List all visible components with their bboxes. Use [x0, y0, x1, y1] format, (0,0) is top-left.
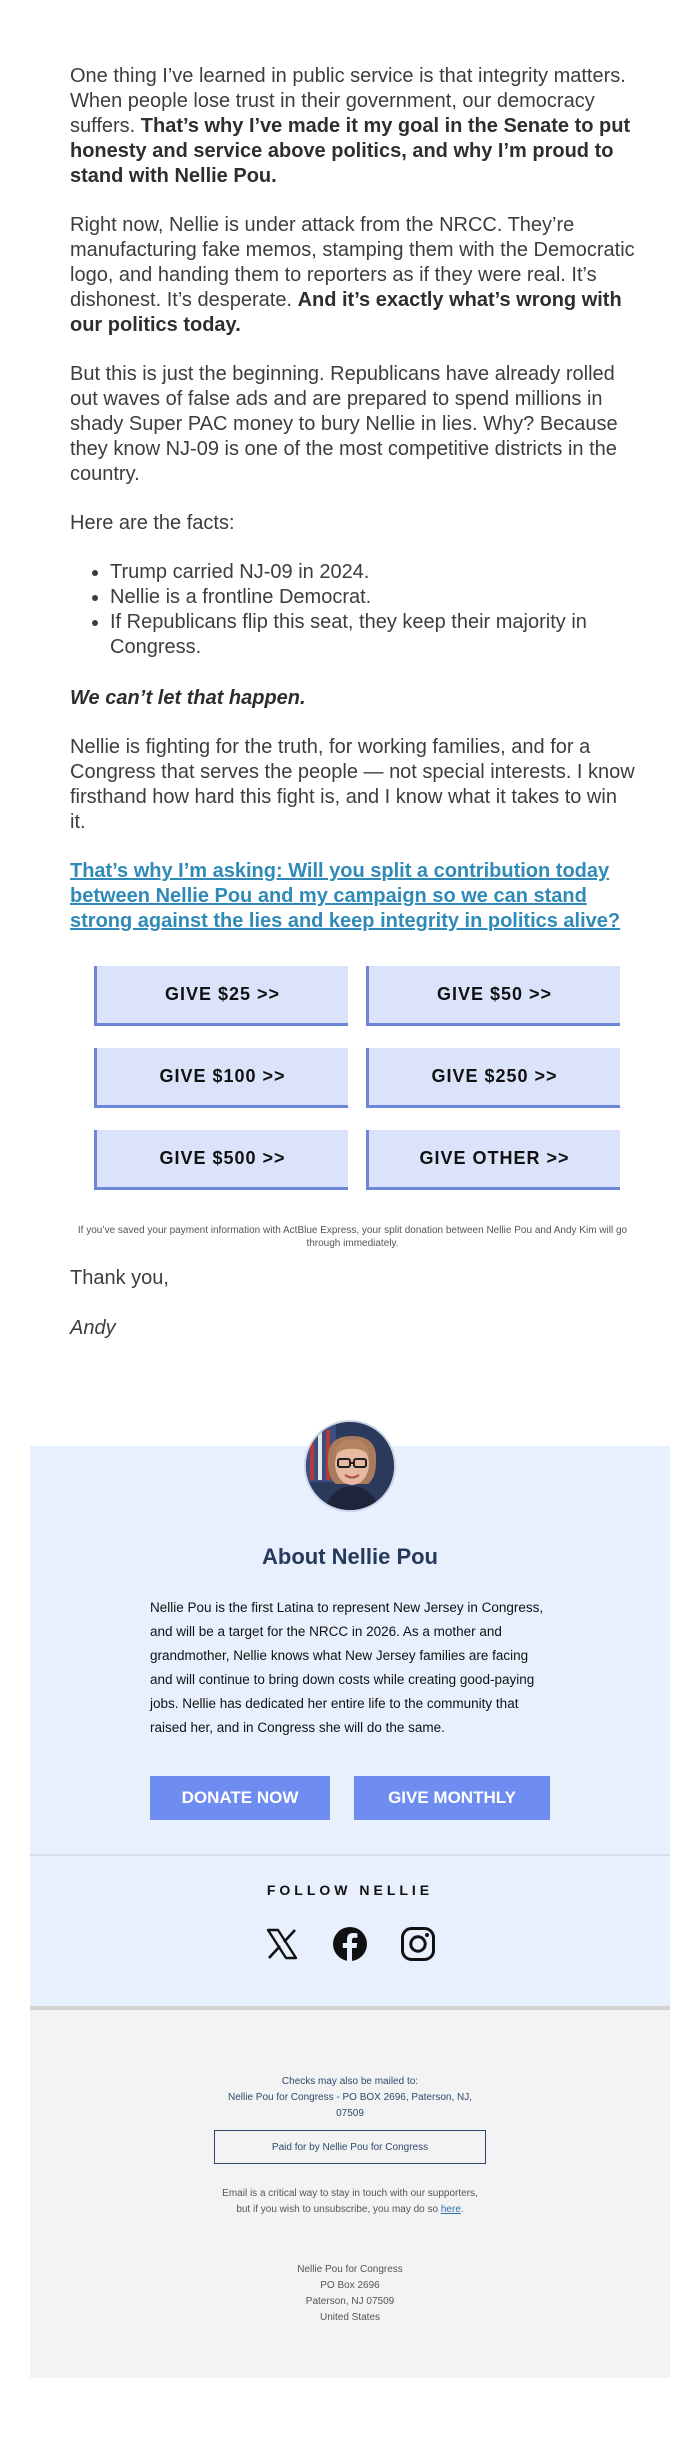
- unsubscribe-note: Email is a critical way to stay in touch with our supporters, but if you wish to unsubscribe, you may do so here.: [222, 2188, 478, 2215]
- paragraph-4: Nellie is fighting for the truth, for working families, and for a Congress that serves the people — not special interests. I know firsthand how hard this fight is, and I know what it takes to win it.: [70, 736, 635, 833]
- give-button-grid: [94, 966, 620, 1190]
- address-line-1: Nellie Pou for Congress: [297, 2264, 403, 2275]
- list-item: • Nellie is a frontline Democrat.: [110, 585, 635, 610]
- give-25-button[interactable]: GIVE $25 >>: [94, 966, 348, 1026]
- list-item: • If Republicans flip this seat, they keep their majority in Congress.: [110, 610, 635, 660]
- address-line-4: United States: [319, 2312, 381, 2323]
- give-other-button[interactable]: GIVE OTHER >>: [366, 1130, 620, 1190]
- give-100-button[interactable]: GIVE $100 >>: [94, 1048, 348, 1108]
- give-500-button[interactable]: GIVE $500 >>: [94, 1130, 348, 1190]
- paragraph-1-text: One thing I’ve learned in public service is that integrity matters. When people lose trust in their government, our democracy suffers.: [70, 65, 626, 137]
- donate-now-button[interactable]: DONATE NOW: [150, 1776, 330, 1820]
- contribution-link[interactable]: That’s why I’m asking: Will you split a contribution today between Nellie Pou and my campaign so we can stand strong against the lies and keep integrity in politics alive?: [70, 860, 621, 932]
- list-item: • Trump carried NJ-09 in 2024.: [110, 560, 635, 585]
- instagram-icon[interactable]: [398, 1924, 438, 1964]
- address-line-3: Paterson, NJ 07509: [305, 2296, 395, 2307]
- mail-line-3: 07509: [336, 2108, 364, 2119]
- signature: Andy: [70, 1317, 116, 1339]
- actblue-express-note: If you’ve saved your payment information with ActBlue Express, your split donation between Nellie Pou and Andy Kim will go through immediately.: [77, 1225, 628, 1249]
- x-icon[interactable]: [262, 1924, 302, 1964]
- emphasis-line: We can’t let that happen.: [70, 687, 306, 709]
- paragraph-2-bold: And it’s exactly what’s wrong with our politics today.: [70, 289, 622, 336]
- paragraph-3: But this is just the beginning. Republicans have already rolled out waves of false ads and are prepared to spend millions in shady Super PAC money to bury Nellie in lies. Why? Because they know NJ-09 is one of the most competitive districts in the country.: [70, 363, 618, 485]
- mail-line-1: Checks may also be mailed to:: [281, 2076, 419, 2087]
- paragraph-2-text: Right now, Nellie is under attack from the NRCC. They’re manufacturing fake memos, stamping them with the Democratic logo, and handing them to reporters as if they were real. It’s dishonest. It’s desperate.: [70, 214, 635, 311]
- facts-list: [70, 560, 635, 660]
- closing-thanks: Thank you,: [70, 1267, 169, 1289]
- paragraph-1: [70, 64, 635, 189]
- paragraph-2: [70, 213, 635, 338]
- facts-intro: Here are the facts:: [70, 512, 235, 534]
- mail-note: [30, 2074, 670, 2122]
- about-title: About Nellie Pou: [262, 1544, 438, 1569]
- unsubscribe-text: Email is a critical way to stay in touch with our supporters, but if you wish to unsubscribe, you may do so: [222, 2188, 478, 2215]
- mail-line-2: Nellie Pou for Congress - PO BOX 2696, Paterson, NJ,: [228, 2092, 472, 2103]
- letter-body: [70, 64, 635, 970]
- give-monthly-button[interactable]: GIVE MONTHLY: [354, 1776, 550, 1820]
- paragraph-1-bold: That’s why I’ve made it my goal in the Senate to put honesty and service above politics, and why I’m proud to stand with Nellie Pou.: [70, 115, 631, 187]
- give-50-button[interactable]: GIVE $50 >>: [366, 966, 620, 1026]
- facebook-icon[interactable]: [330, 1924, 370, 1964]
- paid-for-disclaimer: Paid for by Nellie Pou for Congress: [214, 2130, 486, 2164]
- follow-title: FOLLOW NELLIE: [266, 1882, 434, 1898]
- address-line-2: PO Box 2696: [320, 2280, 380, 2291]
- mailing-address: [30, 2262, 670, 2326]
- avatar: [304, 1420, 396, 1512]
- give-250-button[interactable]: GIVE $250 >>: [366, 1048, 620, 1108]
- unsubscribe-link[interactable]: here: [440, 2204, 461, 2215]
- about-text: Nellie Pou is the first Latina to represent New Jersey in Congress, and will be a target for the NRCC in 2026. As a mother and grandmother, Nellie knows what New Jersey families are facing and will continue to bring down costs while creating good-paying jobs. Nellie has dedicated her entire life to the community that raised her, and in Congress she will do the same.: [150, 1600, 544, 1735]
